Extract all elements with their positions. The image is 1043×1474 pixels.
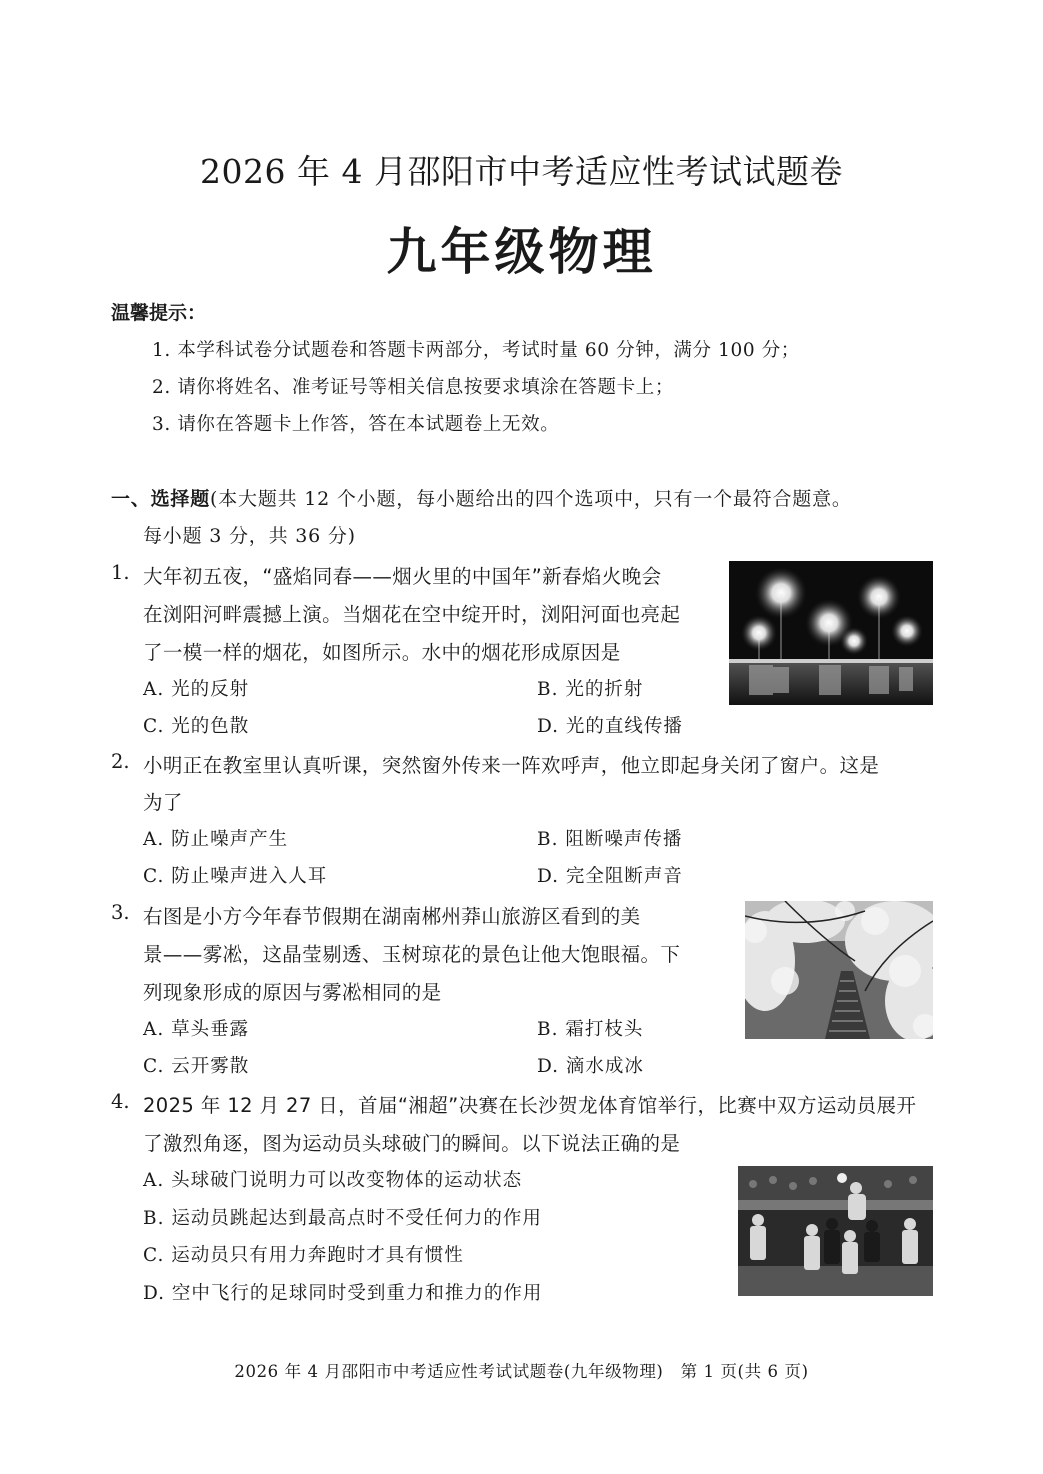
question-number: 1. xyxy=(111,561,130,584)
question-text: 在浏阳河畔震撼上演。当烟花在空中绽开时，浏阳河面也亮起 xyxy=(143,603,681,626)
tip-item: 1. 本学科试卷分试题卷和答题卡两部分，考试时量 60 分钟，满分 100 分； xyxy=(152,340,800,361)
option-c: C. 防止噪声进入人耳 xyxy=(143,866,328,887)
option-c: C. 云开雾散 xyxy=(143,1056,250,1077)
section-heading xyxy=(111,484,852,511)
option-a: A. 光的反射 xyxy=(143,679,250,700)
option-d: D. 光的直线传播 xyxy=(537,716,683,737)
option-d: D. 滴水成冰 xyxy=(537,1056,644,1077)
option-c: C. 运动员只有用力奔跑时才具有惯性 xyxy=(143,1245,464,1266)
tips-heading: 温馨提示： xyxy=(111,302,207,324)
option-a: A. 头球破门说明力可以改变物体的运动状态 xyxy=(143,1170,523,1191)
fireworks-photo xyxy=(729,561,933,705)
tip-item: 2. 请你将姓名、准考证号等相关信息按要求填涂在答题卡上； xyxy=(152,377,674,398)
option-b: B. 霜打枝头 xyxy=(537,1019,644,1040)
question-text: 列现象形成的原因与雾凇相同的是 xyxy=(143,981,442,1004)
section-desc: (本大题共 12 个小题，每小题给出的四个选项中，只有一个最符合题意。 xyxy=(210,488,852,510)
option-d: D. 空中飞行的足球同时受到重力和推力的作用 xyxy=(143,1283,543,1304)
option-a: A. 草头垂露 xyxy=(143,1019,250,1040)
question-number: 3. xyxy=(111,901,130,924)
option-d: D. 完全阻断声音 xyxy=(537,866,683,887)
section-desc-cont: 每小题 3 分，共 36 分) xyxy=(143,525,356,547)
option-c: C. 光的色散 xyxy=(143,716,250,737)
option-b: B. 光的折射 xyxy=(537,679,644,700)
option-b: B. 阻断噪声传播 xyxy=(537,829,683,850)
page-footer: 2026 年 4 月邵阳市中考适应性考试试题卷(九年级物理) 第 1 页(共 6 页) xyxy=(234,1362,809,1381)
question-text: 景——雾凇，这晶莹剔透、玉树琼花的景色让他大饱眼福。下 xyxy=(143,943,681,966)
question-number: 2. xyxy=(111,750,130,773)
soccer-photo xyxy=(738,1166,933,1296)
option-a: A. 防止噪声产生 xyxy=(143,829,289,850)
question-text: 右图是小方今年春节假期在湖南郴州莽山旅游区看到的美 xyxy=(143,905,641,928)
exam-title: 2026 年 4 月邵阳市中考适应性考试试题卷 xyxy=(200,152,843,191)
rime-photo xyxy=(745,901,933,1039)
question-text: 了一模一样的烟花，如图所示。水中的烟花形成原因是 xyxy=(143,641,621,664)
question-text: 为了 xyxy=(143,791,183,814)
question-number: 4. xyxy=(111,1090,130,1113)
section-title: 一、选择题 xyxy=(111,488,211,510)
question-text: 2025 年 12 月 27 日，首届“湘超”决赛在长沙贺龙体育馆举行，比赛中双方运动员展开 xyxy=(143,1094,917,1117)
question-text: 了激烈角逐，图为运动员头球破门的瞬间。以下说法正确的是 xyxy=(143,1132,681,1155)
question-text: 小明正在教室里认真听课，突然窗外传来一阵欢呼声，他立即起身关闭了窗户。这是 xyxy=(143,754,880,777)
exam-subject: 九年级物理 xyxy=(386,222,657,281)
tip-item: 3. 请你在答题卡上作答，答在本试题卷上无效。 xyxy=(152,414,560,435)
question-text: 大年初五夜，“盛焰同春——烟火里的中国年”新春焰火晚会 xyxy=(143,565,662,588)
option-b: B. 运动员跳起达到最高点时不受任何力的作用 xyxy=(143,1208,542,1229)
